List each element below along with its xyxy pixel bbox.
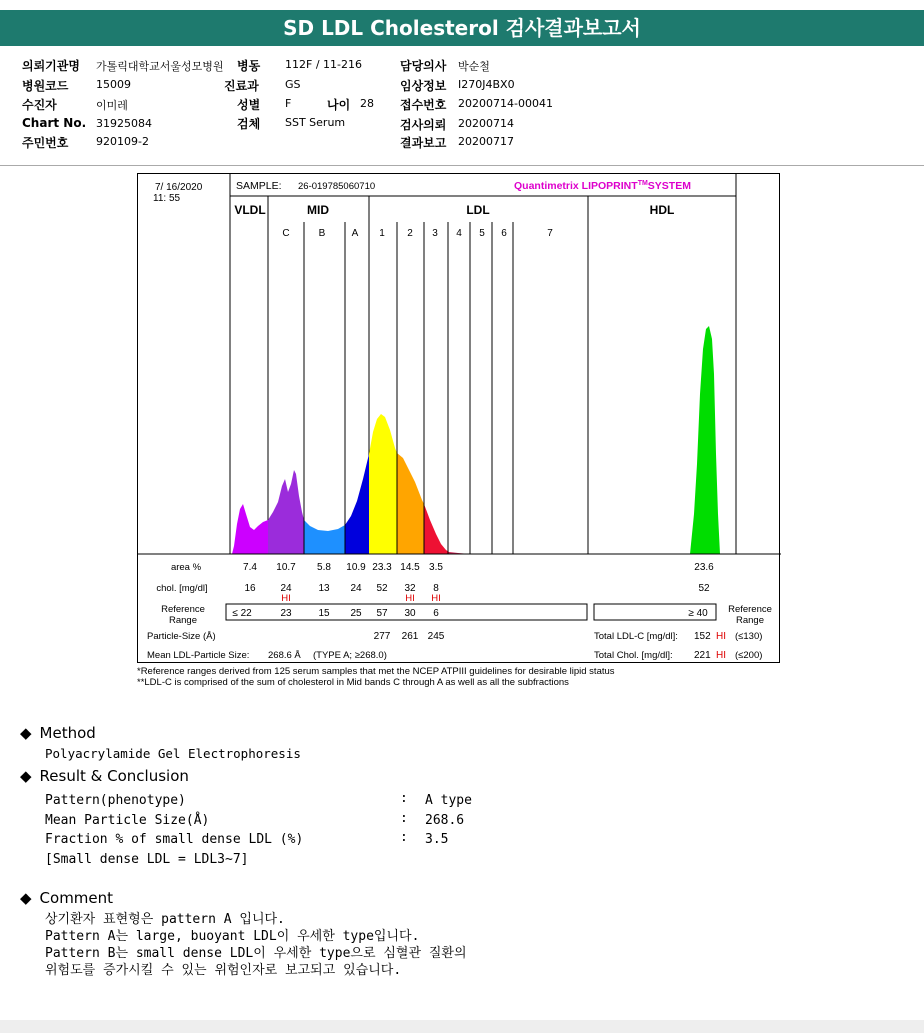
chol-a: 24 (350, 583, 362, 594)
field-value: 이미레 (96, 99, 128, 112)
total-ldl-label: Total LDL-C [mg/dl]: (594, 631, 678, 642)
field-label: 의뢰기관명 (22, 59, 80, 73)
sample-label: SAMPLE: (236, 180, 282, 192)
peak-ldl-2 (397, 453, 424, 554)
field-label: 진료과 (224, 79, 259, 93)
area-3: 3.5 (429, 562, 443, 573)
field-label: 성별 (237, 98, 261, 112)
peak-ldl-3 (424, 504, 449, 554)
result-title: Result & Conclusion (39, 767, 189, 785)
chol-c: 24 (280, 583, 292, 594)
field-value: 920109-2 (96, 135, 149, 148)
hi-flag: HI (405, 593, 415, 604)
result-value: 268.6 (425, 813, 465, 828)
field-value: SST Serum (285, 116, 346, 129)
row-label-particle: Particle-Size (Å) (147, 631, 216, 642)
report-date: 7/ 16/2020 (155, 182, 203, 193)
top-strip (0, 0, 924, 6)
peak-vldl (232, 504, 268, 554)
chol-vldl: 16 (244, 583, 256, 594)
ref-label-right-range: Range (736, 615, 764, 626)
field-value: I270J4BX0 (458, 78, 515, 91)
band-label-3: 3 (432, 228, 438, 239)
field-value: 가톨릭대학교서울성모병원 (96, 60, 224, 73)
band-label-4: 4 (456, 228, 462, 239)
field-label: 검사의뢰 (400, 118, 447, 132)
band-label-5: 5 (479, 228, 485, 239)
field-label: 접수번호 (400, 98, 447, 112)
brand-tm: TM (637, 180, 648, 187)
mean-ldl-type: (TYPE A; ≥268.0) (313, 650, 387, 661)
method-title: Method (39, 724, 96, 742)
header-divider (0, 165, 924, 166)
group-hdl: HDL (649, 203, 675, 217)
field-value: 20200714 (458, 117, 514, 130)
diamond-icon: ◆ (20, 889, 32, 907)
field-value: GS (285, 78, 301, 91)
area-2: 14.5 (400, 562, 420, 573)
diamond-icon: ◆ (20, 724, 32, 742)
total-chol-hi: HI (716, 650, 726, 661)
area-hdl: 23.6 (694, 562, 714, 573)
peak-hdl (690, 326, 720, 554)
ref-a: 25 (350, 608, 362, 619)
ref-label: Reference (161, 604, 205, 615)
total-chol-label: Total Chol. [mg/dl]: (594, 650, 673, 661)
band-label-1: 1 (379, 228, 385, 239)
comment-line: Pattern B는 small dense LDL이 우세한 type으로 심혈관 질환의 (45, 946, 467, 961)
area-vldl: 7.4 (243, 562, 257, 573)
field-value: 112F / 11-216 (285, 58, 362, 71)
band-label-a: A (351, 228, 359, 239)
field-label: 병원코드 (22, 79, 69, 93)
footnote-1: *Reference ranges derived from 125 serum samples that met the NCEP ATPIII guidelines for desirable lipid status (137, 666, 615, 677)
chol-1: 52 (376, 583, 388, 594)
field-value: 박순철 (458, 60, 490, 73)
comment-line: 위험도를 증가시킬 수 있는 위험인자로 보고되고 있습니다. (45, 963, 402, 978)
footnote-2: **LDL-C is comprised of the sum of cholesterol in Mid bands C through A as well as all the subfractions (137, 677, 569, 688)
footer-strip (0, 1020, 924, 1033)
lipoprint-chart (138, 174, 781, 664)
result-label: Pattern(phenotype) (45, 793, 186, 808)
result-label: Fraction % of small dense LDL (%) (45, 832, 304, 847)
method-heading (20, 724, 96, 742)
chol-hdl: 52 (698, 583, 710, 594)
group-vldl: VLDL (234, 203, 266, 217)
result-colon: : (400, 830, 408, 845)
chol-b: 13 (318, 583, 330, 594)
ref-1: 57 (376, 608, 388, 619)
band-label-7: 7 (547, 228, 553, 239)
peak-mid-b (304, 520, 345, 554)
row-label-mean: Mean LDL-Particle Size: (147, 650, 250, 661)
ref-c: 23 (280, 608, 292, 619)
hi-flag: HI (281, 593, 291, 604)
area-c: 10.7 (276, 562, 296, 573)
result-heading (20, 767, 189, 785)
field-label: 수진자 (22, 98, 57, 112)
comment-title: Comment (39, 889, 114, 907)
particle-2: 261 (401, 631, 419, 642)
field-label: 나이 (327, 98, 351, 112)
group-mid: MID (307, 203, 329, 217)
chol-3: 8 (433, 583, 439, 594)
lipoprint-report (137, 173, 780, 663)
brand-suffix: SYSTEM (647, 180, 691, 192)
result-colon: : (400, 811, 408, 826)
patient-header (0, 55, 924, 165)
peak-mid-c (268, 470, 304, 554)
report-time: 11: 55 (153, 193, 181, 204)
row-label-area: area % (170, 562, 202, 573)
peak-mid-a (345, 454, 369, 554)
ref-label-right: Reference (728, 604, 772, 615)
field-label: 결과보고 (400, 136, 447, 150)
row-label-chol: chol. [mg/dl] (156, 583, 208, 594)
chol-2: 32 (404, 583, 416, 594)
ref-3: 6 (433, 608, 439, 619)
hi-flag: HI (431, 593, 441, 604)
field-value: 15009 (96, 78, 131, 91)
field-label: 임상정보 (400, 79, 447, 93)
ref-2: 30 (404, 608, 416, 619)
comment-line: 상기환자 표현형은 pattern A 입니다. (45, 912, 285, 927)
sample-id: 26-019785060710 (298, 181, 376, 192)
page-title: SD LDL Cholesterol 검사결과보고서 (0, 10, 924, 46)
band-label-b: B (318, 228, 326, 239)
method-text: Polyacrylamide Gel Electrophoresis (45, 746, 301, 761)
brand-logo (514, 180, 691, 192)
brand-name: Quantimetrix LIPOPRINT (514, 180, 638, 192)
ref-hdl: ≥ 40 (688, 608, 708, 619)
ref-b: 15 (318, 608, 330, 619)
field-label: 주민번호 (22, 136, 69, 150)
result-label: Mean Particle Size(Å) (45, 813, 210, 828)
area-a: 10.9 (346, 562, 366, 573)
field-value: 28 (360, 97, 374, 110)
peak-ldl-1 (369, 414, 397, 554)
field-label: Chart No. (22, 116, 87, 130)
total-ldl-hi: HI (716, 631, 726, 642)
field-value: 20200714-00041 (458, 97, 553, 110)
particle-1: 277 (373, 631, 391, 642)
area-1: 23.3 (372, 562, 392, 573)
result-value: 3.5 (425, 832, 449, 847)
diamond-icon: ◆ (20, 767, 32, 785)
total-chol-limit: (≤200) (735, 650, 763, 661)
ref-vldl: ≤ 22 (232, 608, 252, 619)
ref-label-range: Range (169, 615, 197, 626)
result-value: A type (425, 793, 472, 808)
field-value: 20200717 (458, 135, 514, 148)
band-label-c: C (282, 228, 290, 239)
field-label: 담당의사 (400, 59, 447, 73)
field-label: 병동 (237, 59, 261, 73)
particle-3: 245 (427, 631, 445, 642)
band-label-6: 6 (501, 228, 507, 239)
area-b: 5.8 (317, 562, 331, 573)
mean-ldl-value: 268.6 Å (268, 650, 301, 661)
total-ldl-limit: (≤130) (735, 631, 763, 642)
group-ldl: LDL (466, 203, 490, 217)
result-colon: : (400, 791, 408, 806)
field-value: F (285, 97, 292, 110)
comment-heading (20, 889, 113, 907)
total-chol-value: 221 (694, 650, 711, 661)
band-label-2: 2 (407, 228, 413, 239)
total-ldl-value: 152 (694, 631, 711, 642)
field-label: 검체 (237, 117, 261, 131)
field-value: 31925084 (96, 117, 152, 130)
comment-line: Pattern A는 large, buoyant LDL이 우세한 type입니다. (45, 929, 420, 944)
result-note: [Small dense LDL = LDL3~7] (45, 852, 249, 867)
